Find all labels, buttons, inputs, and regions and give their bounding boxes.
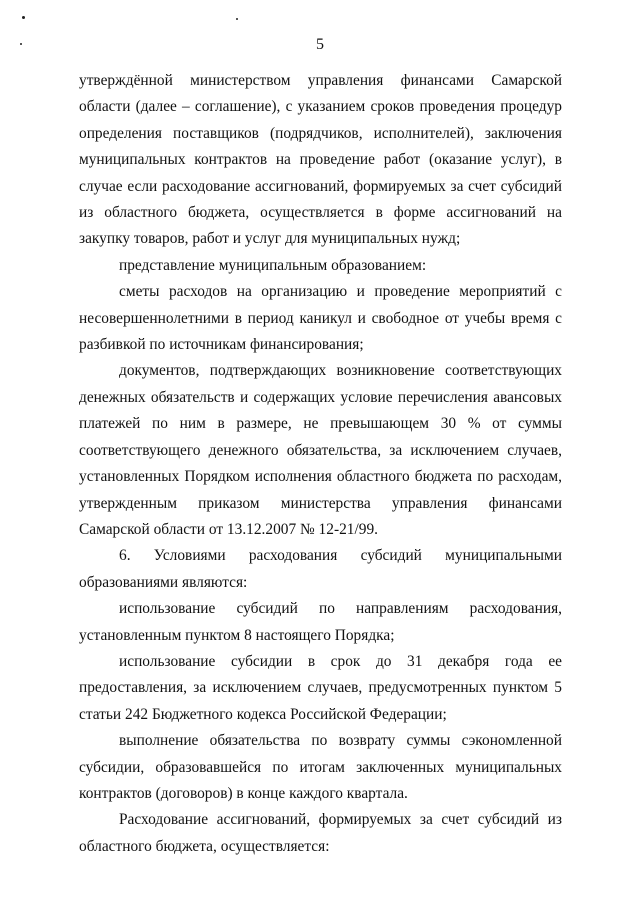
paragraph-cost-estimate: сметы расходов на организацию и проведение мероприятий с несовершеннолетними в период каникул и свободное от учебы время с разбивкой по источникам финансирования; [79,283,562,354]
scan-speck [236,18,238,20]
paragraph-section-6: 6. Условиями расходования субсидий муниципальными образованиями являются: [79,547,562,591]
page-number: 5 [316,36,324,53]
scan-speck [22,16,25,19]
paragraph-agreement-continuation: утверждённой министерством управления финансами Самарской области (далее – соглашение), с указанием сроков проведения процедур определения поставщиков (подрядчиков, исполнителей), заключения муниципальных контрактов на проведение работ (оказание услуг), в случае если расходование ассигнований, формируемых за счет субсидий из областного бюджета, осуществляется в форме ассигнований на закупку товаров, работ и услуг для муниципальных нужд; [79,72,562,248]
paragraph-documents: документов, подтверждающих возникновение соответствующих денежных обязательств и содержащих условие перечисления авансовых платежей по ним в размере, не превышающем 30 % от суммы соответствующего денежного обязательства, за исключением случаев, установленных Порядком исполнения областного бюджета по расходам, утвержденным приказом министерства управления финансами Самарской области от 13.12.2007 № 12-21/99. [79,362,562,538]
paragraph-submission-intro: представление муниципальным образованием: [119,256,427,274]
paragraph-use-deadline: использование субсидии в срок до 31 декабря года ее предоставления, за исключением случаев, предусмотренных пунктом 5 статьи 242 Бюджетного кодекса Российской Федерации; [79,652,562,723]
paragraph-spending-intro: Расходование ассигнований, формируемых за счет субсидий из областного бюджета, осуществляется: [79,811,562,855]
document-body [79,68,562,860]
paragraph-return-obligation: выполнение обязательства по возврату суммы сэкономленной субсидии, образовавшейся по итогам заключенных муниципальных контрактов (договоров) в конце каждого квартала. [79,732,562,802]
paragraph-use-by-directions: использование субсидий по направлениям расходования, установленным пунктом 8 настоящего Порядка; [79,600,562,644]
